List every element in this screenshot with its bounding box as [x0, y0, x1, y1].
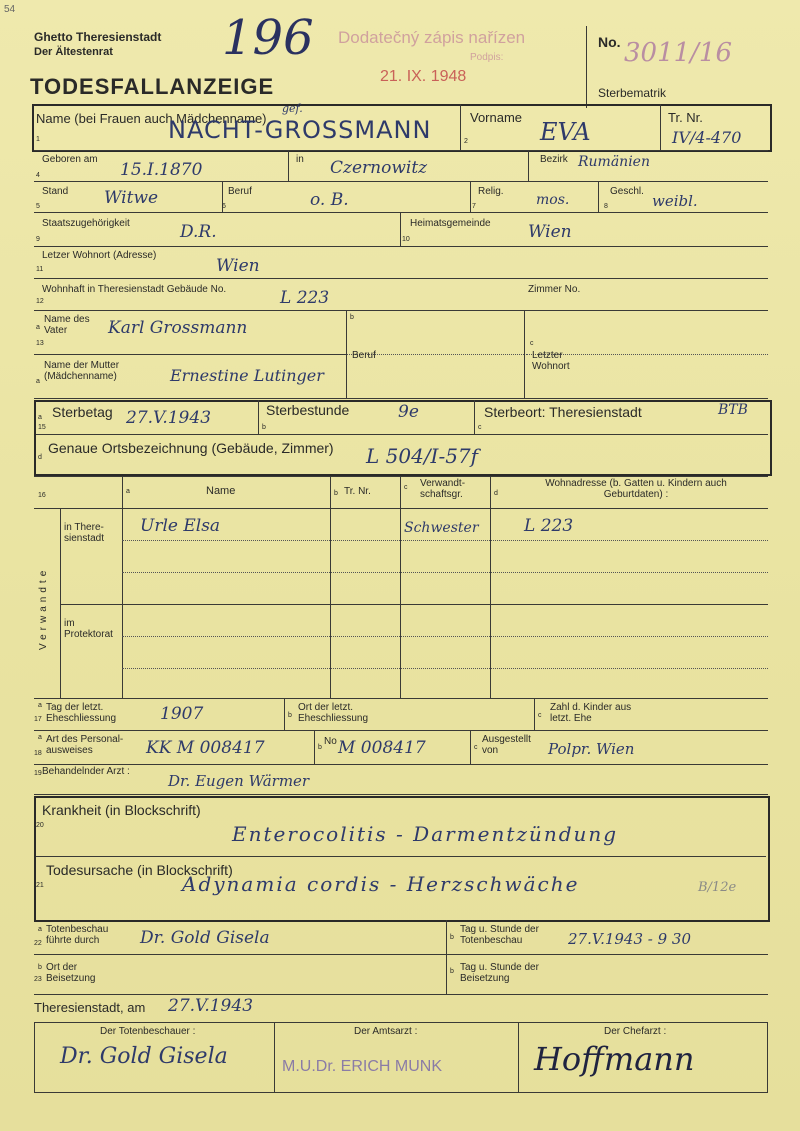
org-name: Ghetto Theresienstadt — [34, 30, 162, 44]
beruf-value[interactable]: o. B. — [310, 190, 349, 210]
field-number: 21 — [36, 882, 44, 889]
field-letter: a — [36, 378, 40, 385]
born-label: Geboren am — [42, 154, 98, 165]
examiner-value[interactable]: Dr. Gold Gisela — [140, 928, 270, 948]
born-value[interactable]: 15.I.1870 — [120, 160, 203, 180]
marriage-date-value[interactable]: 1907 — [160, 704, 204, 724]
sterbetag-label: Sterbetag — [52, 404, 113, 420]
examiner-sign-label: Der Totenbeschauer : — [100, 1026, 196, 1037]
field-letter: b — [288, 712, 292, 719]
relative-verw[interactable]: Schwester — [404, 520, 479, 536]
marriage-date-label: Tag der letzt. Eheschliessung — [46, 702, 117, 724]
place-date-value[interactable]: 27.V.1943 — [168, 996, 254, 1016]
name-label: Name (bei Frauen auch Mädchenname) — [36, 111, 267, 126]
relative-name[interactable]: Urle Elsa — [140, 516, 221, 536]
handwritten-number: 196 — [222, 10, 314, 66]
relatives-verw-header: Verwandt-schaftsgr. — [420, 478, 466, 500]
field-letter: a — [126, 488, 130, 495]
field-number: 23 — [34, 976, 42, 983]
field-number: 20 — [36, 822, 44, 829]
field-number: 6 — [222, 203, 226, 210]
form-title: TODESFALLANZEIGE — [30, 74, 275, 99]
vorname-label: Vorname — [470, 110, 523, 125]
field-number: 15 — [38, 424, 46, 431]
id-no-value[interactable]: M 008417 — [338, 738, 426, 758]
field-letter: a — [38, 702, 42, 709]
field-letter: a — [36, 324, 40, 331]
issued-by-value[interactable]: Polpr. Wien — [548, 740, 635, 758]
relatives-name-header: Name — [206, 485, 236, 497]
relig-value[interactable]: mos. — [536, 192, 570, 208]
disease-label: Krankheit (in Blockschrift) — [42, 802, 201, 818]
relatives-wohn-header: Wohnadresse (b. Gatten u. Kindern auch Geburtdaten) : — [545, 478, 727, 500]
geschl-value[interactable]: weibl. — [652, 192, 698, 210]
burial-time-label: Tag u. Stunde der Beisetzung — [460, 962, 539, 984]
vater-label: Name des Vater — [44, 314, 90, 336]
org-council: Der Ältestenrat — [34, 46, 113, 58]
mutter-label: Name der Mutter (Mädchenname) — [44, 360, 120, 382]
field-letter: c — [474, 744, 478, 751]
wohnort-value[interactable]: Wien — [216, 256, 260, 276]
zimmer-label: Zimmer No. — [528, 284, 581, 295]
chief-doctor-label: Der Chefarzt : — [604, 1026, 667, 1037]
field-number: 9 — [36, 236, 40, 243]
field-letter: d — [38, 454, 42, 461]
field-number: 11 — [36, 266, 44, 273]
field-letter: b — [350, 314, 354, 321]
id-no-label: No — [324, 736, 337, 747]
field-number: 19 — [34, 770, 42, 777]
examination-time-label: Tag u. Stunde der Totenbeschau — [460, 924, 539, 946]
born-in-value[interactable]: Czernowitz — [330, 158, 428, 178]
sterbeort-label: Sterbeort: Theresienstadt — [484, 404, 642, 420]
relatives-trnr-header: Tr. Nr. — [344, 486, 371, 497]
vater-value[interactable]: Karl Grossmann — [108, 318, 248, 338]
sterbestunde-label: Sterbestunde — [266, 402, 350, 418]
field-number: 17 — [34, 716, 42, 723]
chief-doctor-signature: Hoffmann — [534, 1040, 695, 1078]
geschl-label: Geschl. — [610, 186, 644, 197]
field-number: 10 — [402, 236, 410, 243]
field-letter: c — [538, 712, 542, 719]
heimat-value[interactable]: Wien — [528, 222, 572, 242]
field-letter: b — [450, 968, 454, 975]
sterbestunde-value[interactable]: 9e — [398, 402, 419, 422]
field-letter: b — [450, 934, 454, 941]
doctor-label: Behandelnder Arzt : — [42, 766, 130, 777]
field-number: 8 — [604, 203, 608, 210]
field-letter: b — [334, 490, 338, 497]
corner-mark: 54 — [4, 4, 16, 15]
issued-by-label: Ausgestellt von — [482, 734, 531, 756]
place-date-label: Theresienstadt, am — [34, 1000, 146, 1015]
field-letter: b — [318, 744, 322, 751]
field-letter: b — [38, 964, 42, 971]
field-number: 2 — [464, 138, 468, 145]
field-number: 18 — [34, 750, 42, 757]
field-number: 1 — [36, 136, 40, 143]
genau-label: Genaue Ortsbezeichnung (Gebäude, Zimmer) — [48, 440, 334, 456]
examiner-label: Totenbeschau führte durch — [46, 924, 109, 946]
cause-value[interactable]: Adynamia cordis - Herzschwäche — [182, 872, 580, 896]
trnr-label: Tr. Nr. — [668, 110, 703, 125]
burial-place-label: Ort der Beisetzung — [46, 962, 96, 984]
field-letter: b — [262, 424, 266, 431]
no-label: No. — [598, 34, 621, 50]
heimat-label: Heimatsgemeinde — [410, 218, 491, 229]
margin-note: B/12e — [698, 880, 737, 895]
name-value[interactable]: NACHT-GROSSMANN — [168, 116, 432, 144]
id-type-label: Art des Personal-ausweises — [46, 734, 124, 756]
bezirk-value[interactable]: Rumänien — [578, 154, 650, 170]
relatives-in-label: in There-sienstadt — [64, 522, 105, 544]
staat-label: Staatszugehörigkeit — [42, 218, 130, 229]
marriage-place-label: Ort der letzt. Eheschliessung — [298, 702, 369, 724]
official-doctor-stamp: M.U.Dr. ERICH MUNK — [282, 1058, 442, 1075]
cause-label: Todesursache (in Blockschrift) — [46, 862, 233, 878]
stand-value[interactable]: Witwe — [104, 188, 159, 208]
bezirk-label: Bezirk — [540, 154, 568, 165]
born-in-label: in — [296, 154, 304, 165]
children-label: Zahl d. Kinder aus letzt. Ehe — [550, 702, 632, 724]
field-letter: a — [38, 414, 42, 421]
relatives-im-label: im Protektorat — [64, 618, 113, 640]
examination-time-value[interactable]: 27.V.1943 - 9 30 — [568, 930, 692, 948]
parents-wohnort-label: Letzter Wohnort — [532, 350, 570, 372]
field-letter: a — [38, 926, 42, 933]
id-type-value[interactable]: KK M 008417 — [146, 738, 265, 758]
field-letter: d — [494, 490, 498, 497]
disease-value[interactable]: Enterocolitis - Darmentzündung — [232, 822, 619, 846]
beruf-label: Beruf — [228, 186, 252, 197]
relatives-side-label: Verwandte — [38, 566, 49, 650]
genau-value[interactable]: L 504/I-57f — [366, 444, 479, 468]
field-letter: c — [530, 340, 534, 347]
field-letter: c — [478, 424, 482, 431]
stamp-text: Dodatečný zápis nařízen — [338, 28, 526, 47]
mutter-value[interactable]: Ernestine Lutinger — [170, 366, 324, 385]
field-number: 16 — [38, 492, 46, 499]
field-number: 12 — [36, 298, 44, 305]
trnr-value[interactable]: IV/4-470 — [672, 128, 742, 147]
name-annotation: gef. — [282, 102, 303, 115]
stamp-sub: Podpis: — [470, 52, 504, 63]
field-number: 7 — [472, 203, 476, 210]
wohnort-label: Letzer Wohnort (Adresse) — [42, 250, 157, 261]
relative-address[interactable]: L 223 — [524, 516, 574, 536]
field-letter: a — [38, 734, 42, 741]
doctor-value[interactable]: Dr. Eugen Wärmer — [168, 772, 310, 790]
field-number: 22 — [34, 940, 42, 947]
relig-label: Relig. — [478, 186, 504, 197]
field-number: 5 — [36, 203, 40, 210]
vorname-value[interactable]: EVA — [540, 118, 591, 146]
stand-label: Stand — [42, 186, 69, 197]
field-number: 4 — [36, 172, 40, 179]
sterbetag-value[interactable]: 27.V.1943 — [126, 408, 212, 428]
theresienstadt-value[interactable]: L 223 — [280, 288, 330, 308]
theresienstadt-label: Wohnhaft in Theresienstadt Gebäude No. — [42, 284, 227, 295]
sterbeort-value[interactable]: BTB — [718, 402, 748, 418]
field-number: 13 — [36, 340, 44, 347]
official-doctor-label: Der Amtsarzt : — [354, 1026, 418, 1037]
right-numbers: 3011/16 — [624, 38, 733, 68]
field-letter: c — [404, 484, 408, 491]
staat-value[interactable]: D.R. — [180, 222, 217, 242]
stamp-date: 21. IX. 1948 — [380, 68, 467, 85]
parents-beruf-label: Beruf — [352, 350, 376, 361]
examiner-signature: Dr. Gold Gisela — [60, 1044, 228, 1069]
register-label: Sterbematrik — [598, 86, 667, 100]
